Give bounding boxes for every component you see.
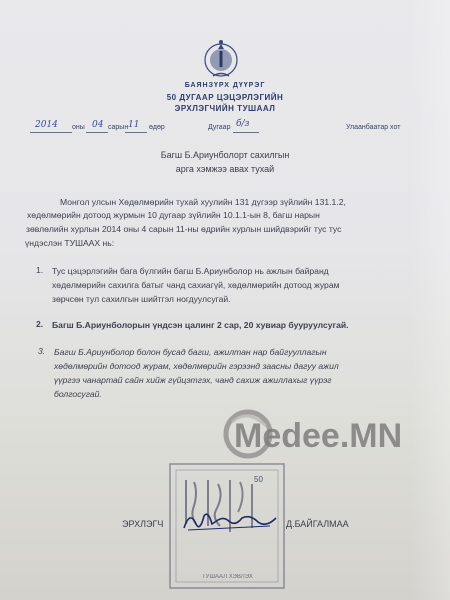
year-underline xyxy=(30,132,72,133)
stamp-text: ТУШААЛ ХЭВЛЭХ xyxy=(202,574,253,580)
state-emblem-icon xyxy=(201,38,241,80)
month-label: сарын xyxy=(108,124,129,131)
order-number: б/з xyxy=(236,119,250,129)
item-3-line-2: хөдөлмөрийн дотоод журам, хөдөлмөрийн гэрээнд заасны дагуу ажил xyxy=(54,361,339,371)
item-2-line-1: Багш Б.Ариунболорын үндсэн цалинг 2 сар, 20 хувиар бууруулсугай. xyxy=(52,320,349,330)
item-3-line-3: үүргээ чанартай сайн хийж гүйцэтгэх, чанд сахиж ажиллахыг үүрэг xyxy=(54,375,332,385)
item-2-number: 2. xyxy=(36,319,44,329)
preamble-line-4: үндэслэн ТУШААХ нь: xyxy=(25,238,115,248)
preamble-line-3: зөвлөлийн хурлын 2014 оны 4 сарын 11-ны өдрийн хурлын шийдвэрийг тус тус xyxy=(26,224,342,234)
preamble-line-1: Монгол улсын Хөдөлмөрийн тухай хуулийн 131 дүгээр зүйлийн 131.1.2, xyxy=(60,197,346,207)
date-month: 04 xyxy=(92,120,104,130)
item-3-number: 3. xyxy=(38,346,46,356)
signer-name: Д.БАЙГАЛМАА xyxy=(286,519,349,529)
medee-watermark-logo xyxy=(218,400,433,470)
item-1-line-1: Тус цэцэрлэгийн бага бүлгийн багш Б.Ариунболор нь ажлын байранд xyxy=(52,266,329,276)
signature-icon xyxy=(180,506,280,536)
kindergarten-name: 50 ДУГААР ЦЭЦЭРЛЭГИЙН xyxy=(166,93,284,102)
item-3-line-1: Багш Б.Ариунболор болон бусад багш, ажилтан нар байгууллагын xyxy=(54,347,327,357)
item-1-number: 1. xyxy=(36,265,44,275)
day-label: өдөр xyxy=(149,124,165,131)
date-year: 2014 xyxy=(35,120,58,130)
year-label: оны xyxy=(72,124,85,131)
district-name: БАЯНЗҮРХ ДҮҮРЭГ xyxy=(184,82,266,89)
watermark-text: Medee.MN xyxy=(234,417,403,455)
signer-title: ЭРХЛЭГЧ xyxy=(122,519,164,529)
item-3-line-4: болгосугай. xyxy=(54,389,102,399)
preamble-line-2: хөдөлмөрийн дотоод журмын 10 дугаар зүйлийн 10.1.1-ын 8, багш нарын xyxy=(27,210,320,220)
day-underline xyxy=(125,132,147,133)
document-type: ЭРХЛЭГЧИЙН ТУШААЛ xyxy=(174,104,276,113)
date-day: 11 xyxy=(128,120,140,130)
item-1-line-3: зөрчсөн тул сахилгын шийтгэл ногдуулсугай. xyxy=(52,294,231,304)
item-1-line-2: хөдөлмөрийн сахилга батыг чанд сахиагүй, хөдөлмөрийн дотоод журам xyxy=(52,280,340,290)
subject-line-2: арга хэмжээ авах тухай xyxy=(175,164,275,174)
month-underline xyxy=(86,132,108,133)
number-underline xyxy=(233,132,259,133)
city-label: Улаанбаатар хот xyxy=(346,124,401,131)
subject-line-1: Багш Б.Ариунболорт сахилгын xyxy=(160,150,290,160)
stamp-number: 50 xyxy=(254,475,263,484)
number-label: Дугаар xyxy=(208,124,231,131)
